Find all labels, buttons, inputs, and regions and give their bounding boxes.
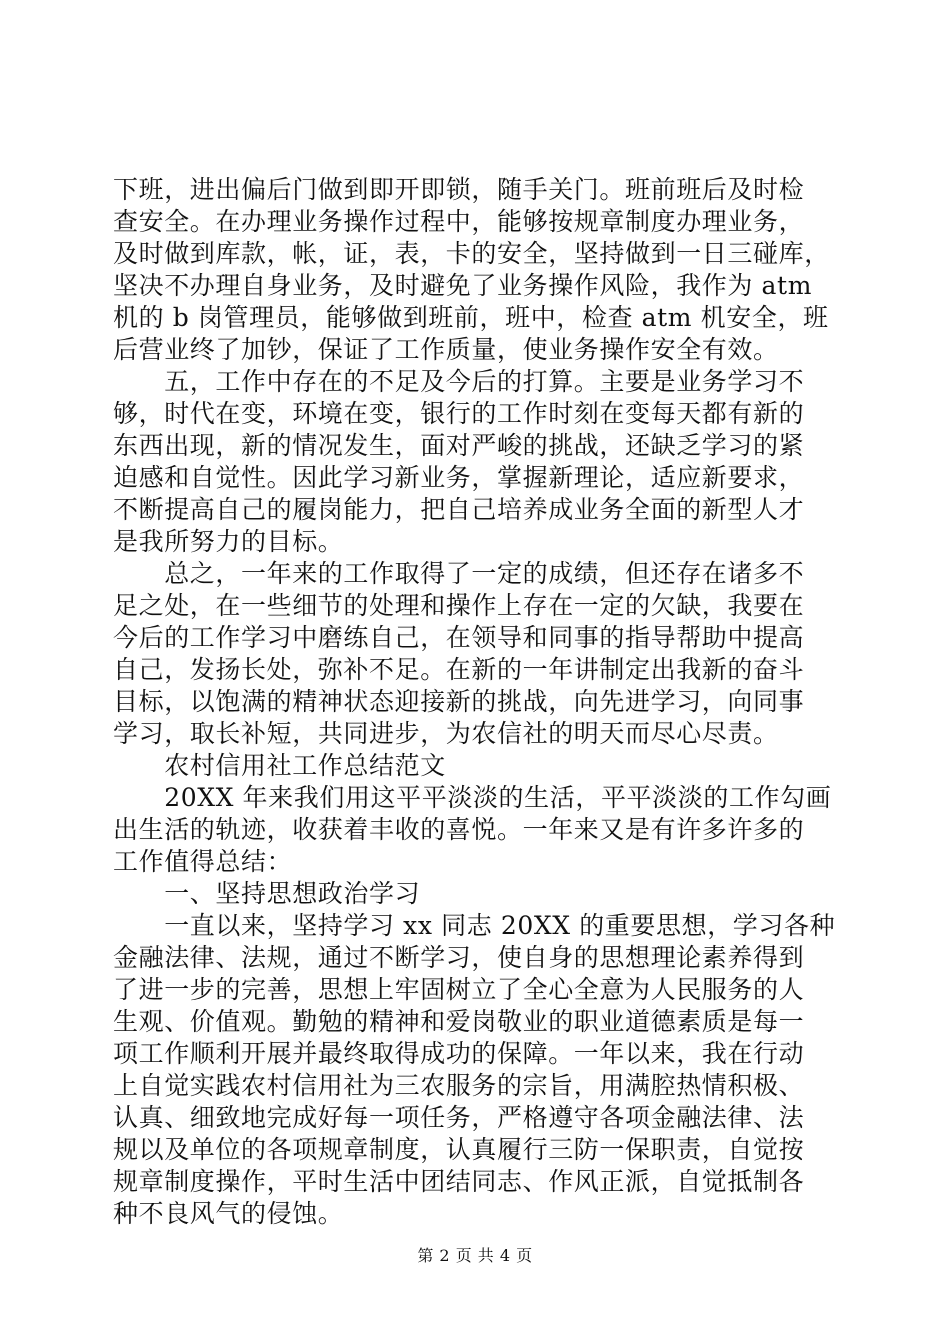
text-line: 出生活的轨迹，收获着丰收的喜悦。一年来又是有许多许多的 bbox=[113, 815, 805, 844]
text-line: 金融法律、法规，通过不断学习，使自身的思想理论素养得到 bbox=[113, 943, 805, 972]
text-line: 后营业终了加钞，保证了工作质量，使业务操作安全有效。 bbox=[113, 335, 779, 364]
text-line: 20XX 年来我们用这平平淡淡的生活，平平淡淡的工作勾画 bbox=[113, 783, 832, 812]
text-line: 足之处，在一些细节的处理和操作上存在一定的欠缺，我要在 bbox=[113, 591, 805, 620]
text-line: 下班，进出偏后门做到即开即锁，随手关门。班前班后及时检 bbox=[113, 175, 805, 204]
text-line: 项工作顺利开展并最终取得成功的保障。一年以来，我在行动 bbox=[113, 1039, 805, 1068]
text-line: 自己，发扬长处，弥补不足。在新的一年讲制定出我新的奋斗 bbox=[113, 655, 805, 684]
text-line: 认真、细致地完成好每一项任务，严格遵守各项金融法律、法 bbox=[113, 1103, 805, 1132]
text-line: 了进一步的完善，思想上牢固树立了全心全意为人民服务的人 bbox=[113, 975, 805, 1004]
text-line: 是我所努力的目标。 bbox=[113, 527, 344, 556]
page-number-footer: 第 2 页 共 4 页 bbox=[417, 1246, 533, 1265]
text-line: 够，时代在变，环境在变，银行的工作时刻在变每天都有新的 bbox=[113, 399, 805, 428]
text-line: 不断提高自己的履岗能力，把自己培养成业务全面的新型人才 bbox=[113, 495, 805, 524]
text-line: 迫感和自觉性。因此学习新业务，掌握新理论，适应新要求， bbox=[113, 463, 805, 492]
text-line: 生观、价值观。勤勉的精神和爱岗敬业的职业道德素质是每一 bbox=[113, 1007, 805, 1036]
text-line: 坚决不办理自身业务，及时避免了业务操作风险，我作为 atm bbox=[113, 271, 813, 300]
text-line: 机的 b 岗管理员，能够做到班前，班中，检查 atm 机安全，班 bbox=[113, 303, 829, 332]
text-line: 上自觉实践农村信用社为三农服务的宗旨，用满腔热情积极、 bbox=[113, 1071, 805, 1100]
text-line: 规章制度操作，平时生活中团结同志、作风正派，自觉抵制各 bbox=[113, 1167, 805, 1196]
text-line: 总之，一年来的工作取得了一定的成绩，但还存在诸多不 bbox=[113, 559, 805, 588]
text-line: 东西出现，新的情况发生，面对严峻的挑战，还缺乏学习的紧 bbox=[113, 431, 805, 460]
text-line: 种不良风气的侵蚀。 bbox=[113, 1199, 344, 1228]
text-line: 工作值得总结： bbox=[113, 847, 293, 876]
text-line: 五，工作中存在的不足及今后的打算。主要是业务学习不 bbox=[113, 367, 805, 396]
text-line: 及时做到库款，帐，证，表，卡的安全，坚持做到一日三碰库， bbox=[113, 239, 830, 268]
section-heading: 农村信用社工作总结范文 bbox=[113, 751, 446, 780]
text-line: 今后的工作学习中磨练自己，在领导和同事的指导帮助中提高 bbox=[113, 623, 805, 652]
text-line: 目标，以饱满的精神状态迎接新的挑战，向先进学习，向同事 bbox=[113, 687, 805, 716]
text-line: 一直以来，坚持学习 xx 同志 20XX 的重要思想，学习各种 bbox=[113, 911, 836, 940]
text-line: 查安全。在办理业务操作过程中，能够按规章制度办理业务， bbox=[113, 207, 805, 236]
text-line: 学习，取长补短，共同进步，为农信社的明天而尽心尽责。 bbox=[113, 719, 779, 748]
section-heading: 一、坚持思想政治学习 bbox=[113, 879, 421, 908]
text-line: 规以及单位的各项规章制度，认真履行三防一保职责，自觉按 bbox=[113, 1135, 805, 1164]
